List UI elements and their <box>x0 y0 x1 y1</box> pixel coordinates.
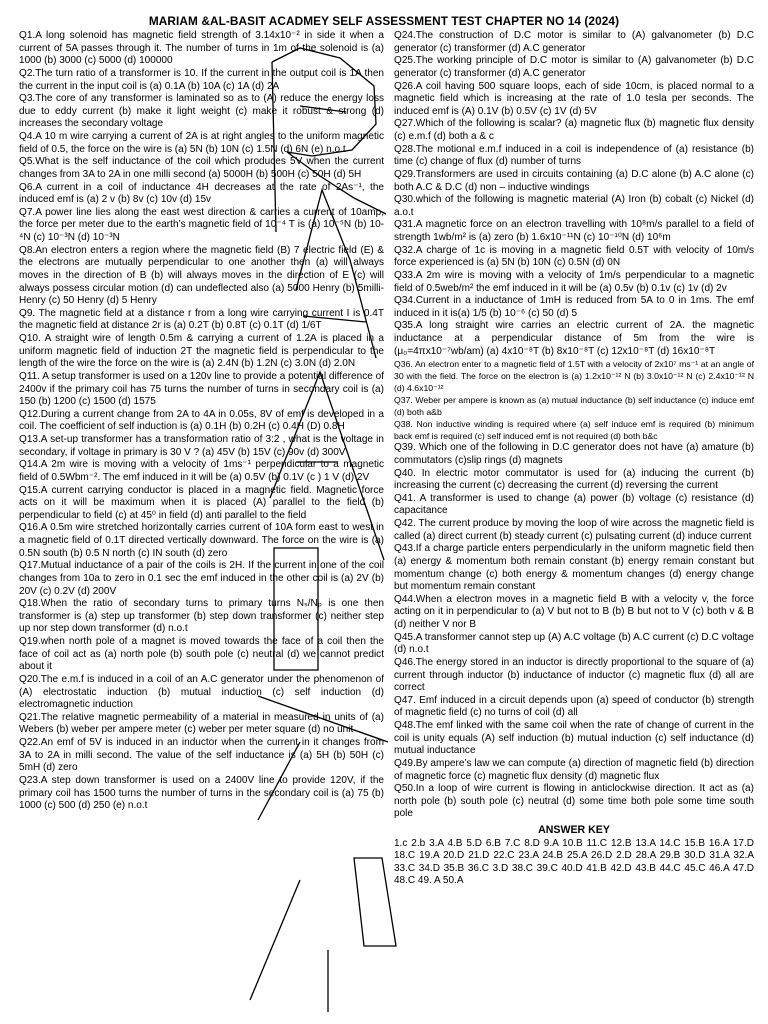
question-20: Q20.The e.m.f is induced in a coil of an A.C generator under the phenomenon of (A) electrostatic induction (b) mutual induction (c) self induction (d) electromagnetic induction <box>19 673 384 711</box>
question-50: Q50.In a loop of wire current is flowing in anticlockwise direction. It act as (a) north pole (b) south pole (c) neutral (d) some time both pole some time south pole <box>394 783 754 820</box>
question-41: Q41. A transformer is used to change (a) power (b) voltage (c) resistance (d) capacitance <box>394 492 754 517</box>
left-question-column <box>19 30 384 813</box>
question-2: Q2.The turn ratio of a transformer is 10. If the current in the output coil is 1A then the current in the input coil is (a) 0.1A (b) 10A (c) 1A (d) 2A <box>19 67 384 92</box>
question-38: Q38. Non inductive winding is required where (a) self induce emf is required (b) minimum back emf is required (c) self induced emf is not required (d) both b&c <box>394 419 754 442</box>
question-10: Q10. A straight wire of length 0.5m & carrying a current of 1.2A is placed in a uniform magnetic field of induction 2T the magnetic field is perpendicular to the length of the wire the force on the wire is (a) 2.4N (b) 1.2N (c) 3.0N (d) 2.0N <box>19 333 384 370</box>
right-question-column <box>394 30 754 888</box>
question-8: Q8.An electron enters a region where the magnetic field (B) 7 electric field (E) & the electrons are mutually perpendicular to one another then (a) will always moves in the direction of B (b) will always moves in the direction of E (c) will always possess circular motion (d) can undeflected also (a) 5000 Henry (b) 5milli-Henry (c) 50 Henry (d) 5 Henry <box>19 244 384 307</box>
question-45: Q45.A transformer cannot step up (A) A.C voltage (b) A.C current (c) D.C voltage (d) n.o.t <box>394 631 754 656</box>
question-22: Q22.An emf of 5V is induced in an inductor when the current in it changes from 3A to 2A in milli second. The value of the self inductance is (a) 5H (b) 50H (c) 5mH (d) zero <box>19 737 384 774</box>
question-14: Q14.A 2m wire is moving with a velocity of 1ms⁻¹ perpendicular to a magnetic field of 0.5Wbm⁻². The emf induced in it will be (a) 0.5V (b) 0.1V (c ) 1 V (d) 2V <box>19 459 384 483</box>
question-30: Q30.which of the following is magnetic material (A) Iron (b) cobalt (c) Nickel (d) a.o.t <box>394 194 754 218</box>
question-21: Q21.The relative magnetic permeability of a material in measured in units of (a) Webers (b) weber per ampere meter (c) weber per meter square (d) no unit <box>19 711 384 736</box>
question-23: Q23.A step down transformer is used on a 2400V line to provide 120V, if the primary coil has 1500 turns the number of turns in the secondary coil is (a) 75 (b) 1000 (c) 500 (d) 250 (e) n.o.t <box>19 774 384 812</box>
question-34: Q34.Current in a inductance of 1mH is reduced from 5A to 0 in 1ms. The emf induced in it is(a) 1/5 (b) 10⁻⁶ (c) 50 (d) 5 <box>394 295 754 319</box>
question-25: Q25.The working principle of D.C motor is similar to (A) galvanometer (b) D.C generator (c) transformer (d) A.C generator <box>394 55 754 79</box>
question-4: Q4.A 10 m wire carrying a current of 2A is at right angles to the uniform magnetic field of 0.5, the force on the wire is (a) 5N (b) 10N (c) 1.5N (d) 6N (e) n.o.t <box>19 131 384 155</box>
question-13: Q13.A set-up transformer has a transformation ratio of 3:2 , what is the voltage in secondary, if voltage in primary is 30 V ? (a) 45V (b) 15V (c) 90v (d) 300V <box>19 434 384 458</box>
question-19: Q19.when north pole of a magnet is moved towards the face of a coil then the face of coil act as (a) north pole (b) south pole (c) neutral (d) we cannot predict about it <box>19 636 384 673</box>
question-11: Q11. A setup transformer is used on a 120v line to provide a potential difference of 2400v if the primary coil has 75 turns the number of turns in secondary coil is (a) 150 (b) 1200 (c) 1500 (d) 1575 <box>19 370 384 408</box>
question-46: Q46.The energy stored in an inductor is directly proportional to the square of (a) current through inductor (b) inductance of inductor (c) magnetic flux (d) all are correct <box>394 656 754 694</box>
question-32: Q32.A charge of 1c is moving in a magnetic field 0.5T with velocity of 10m/s force experienced is (a) 5N (b) 10N (c) 0.5N (d) 0N <box>394 244 754 269</box>
question-42: Q42. The current produce by moving the loop of wire across the magnetic field is called (a) direct current (b) steady current (c) pulsating current (d) induce current <box>394 518 754 542</box>
question-43: Q43.If a charge particle enters perpendicularly in the uniform magnetic field then (a) energy & momentum both remain constant (b) energy remain constant but momentum change (c) both energy & momentum changes (d) energy change but momentum remain constant <box>394 543 754 593</box>
question-1: Q1.A long solenoid has magnetic field strength of 3.14x10⁻² in side it when a current of 5A passes through it. The number of turns in 1m of the solenoid is (a) 1000 (b) 3000 (c) 5000 (d) 100000 <box>19 30 384 67</box>
question-49: Q49.By ampere’s law we can compute (a) direction of magnetic field (b) direction of magnetic force (c) magnetic flux density (d) magnetic flux <box>394 757 754 782</box>
question-27: Q27.Which of the following is scalar? (a) magnetic flux (b) magnetic flux density (c) e.m.f (d) both a & c <box>394 118 754 142</box>
answer-key-text: 1.c 2.b 3.A 4.B 5.D 6.B 7.C 8.D 9.A 10.B 11.C 12.B 13.A 14.C 15.B 16.A 17.D 18.C 19.A 20.D 21.D 22.C 23.A 24.B 25.A 26.D 2.D 28.A 29.B 30.D 31.A 32.A 33.C 34.D 35.B 36.C 3.D 38.C 39.C 40.D 41.B 42.D 43.B 44.C 45.C 46.A 47.D 48.C 49. A 50.A <box>394 837 754 887</box>
question-7: Q7.A power line lies along the east west direction & carries a current of 10amp, the force per meter due to the earth’s magnetic field of 10⁻⁴ T is (a) 10⁻⁵N (b) 10-⁴N (c) 10⁻³N (d) 10⁻³N <box>19 206 384 243</box>
question-35: Q35.A long straight wire carries an electric current of 2A. the magnetic inductance at a perpendicular distance of 5m from the wire is (μ₀=4πx10⁻⁷wb/am) (a) 4x10⁻⁸T (b) 8x10⁻⁸T (c) 12x10⁻⁸T (d) 16x10⁻⁸T <box>394 320 754 357</box>
question-40: Q40. In electric motor commutator is used for (a) inducing the current (b) increasing the current (c) decreasing the current (d) reversing the current <box>394 467 754 492</box>
question-47: Q47. Emf induced in a circuit depends upon (a) speed of conductor (b) strength of magnetic field (c) no turns of coil (d) all <box>394 694 754 719</box>
question-5: Q5.What is the self inductance of the coil which produces 5V when the current changes from 3A to 2A in one milli second (a) 5000H (b) 500H (c) 50H (d) 5H <box>19 156 384 180</box>
question-15: Q15.A current carrying conductor is placed in a magnetic field. Magnetic force acts on it will be maximum when it is placed (A) parallel to the field (b) perpendicular to field (c) at 45⁰ in field (d) anti parallel to the field <box>19 484 384 521</box>
question-31: Q31.A magnetic force on an electron travelling with 10⁸m/s parallel to a field of strength 1wb/m² is (a) zero (b) 1.6x10⁻¹¹N (c) 10⁻¹⁰N (d) 10⁶m <box>394 219 754 243</box>
question-24: Q24.The construction of D.C motor is similar to (A) galvanometer (b) D.C generator (c) transformer (d) A.C generator <box>394 30 754 54</box>
question-18: Q18.When the ratio of secondary turns to primary turns Nₛ/Nₚ is one then transformer is (a) step up transformer (b) step down transformer (c) neither step up nor step down transformer (d) n.o.t <box>19 598 384 635</box>
question-36: Q36. An electron enter to a magnetic field of 1.5T with a velocity of 2x10⁷ ms⁻¹ at an angle of 30 with the field. The force on the electron is (a) 1.2x10⁻¹² N (b) 3.0x10⁻¹² N (c) 2.4x10⁻¹² N (d) 4.6x10⁻¹² <box>394 359 754 394</box>
question-44: Q44.When a electron moves in a magnetic field B with a velocity v, the force acting on it in perpendicular to (a) V but not to B (b) B but not to V (c) both v & B (d) neither V nor B <box>394 593 754 630</box>
question-3: Q3.The core of any transformer is laminated so as to (A) reduce the energy loss due to eddy current (b) make it light weight (c) make it robust & strong (d) increases the secondary voltage <box>19 93 384 130</box>
answer-key-title: ANSWER KEY <box>538 824 610 836</box>
question-12: Q12.During a current change from 2A to 4A in 0.05s, 8V of emf is developed in a coil. The coefficient of self induction is (a) 0.1H (b) 0.2H (c) 0.4H (D) 0.8H <box>19 408 384 433</box>
question-48: Q48.The emf linked with the same coil when the rate of change of current in the coil is unity equals (A) self induction (b) mutual induction (c) self inductance (d) mutual inductance <box>394 720 754 757</box>
question-37: Q37. Weber per ampere is known as (a) mutual inductance (b) self inductance (c) induce emf (d) both a&b <box>394 395 754 418</box>
page-title: MARIAM &AL-BASIT ACADMEY SELF ASSESSMENT TEST CHAPTER NO 14 (2024) <box>148 14 620 28</box>
question-28: Q28.The motional e.m.f induced in a coil is independence of (a) resistance (b) time (c) change of flux (d) number of turns <box>394 143 754 168</box>
question-33: Q33.A 2m wire is moving with a velocity of 1m/s perpendicular to a magnetic field of 0.5web/m² the emf induced in it will be (a) 0.5v (b) 0.1v (c) 1v (d) 2v <box>394 269 754 294</box>
question-16: Q16.A 0.5m wire stretched horizontally carries current of 10A form east to west in a magnetic field of 0.1T directed vertically downward. The force on the wire is (a) 0.5N south (b) 0.5 N north (c) IN south (d) zero <box>19 522 384 559</box>
watermark-letter-a-bottom <box>250 858 396 1012</box>
question-6: Q6.A current in a coil of inductance 4H decreases at the rate of 2As⁻¹, the induced emf is (a) 2 v (b) 8v (c) 10v (d) 15v <box>19 181 384 206</box>
question-26: Q26.A coil having 500 square loops, each of side 10cm, is placed normal to a magnetic field which is increasing at the rate of 1.0 tesla per seconds. The induced emf is (A) 0.1V (b) 0.5V (c) 1V (d) 5V <box>394 80 754 117</box>
question-9: Q9. The magnetic field at a distance r from a long wire carrying current I is 0.4T the magnetic field at distance 2r is (a) 0.2T (b) 0.8T (c) 0.1T (d) 1/6T <box>19 307 384 332</box>
question-29: Q29.Transformers are used in circuits containing (a) D.C alone (b) A.C alone (c) both A.C & D.C (d) non – inductive windings <box>394 168 754 193</box>
question-17: Q17.Mutual inductance of a pair of the coils is 2H. If the current in one of the coil changes from 10a to zero in 0.1 sec the emf induced in the other coil is (a) 2V (b) 20V (c) 0.2V (d) 200V <box>19 560 384 597</box>
question-39: Q39. Which one of the following in D.C generator does not have (a) amature (b) commutators (c)slip rings (d) magnets <box>394 442 754 466</box>
